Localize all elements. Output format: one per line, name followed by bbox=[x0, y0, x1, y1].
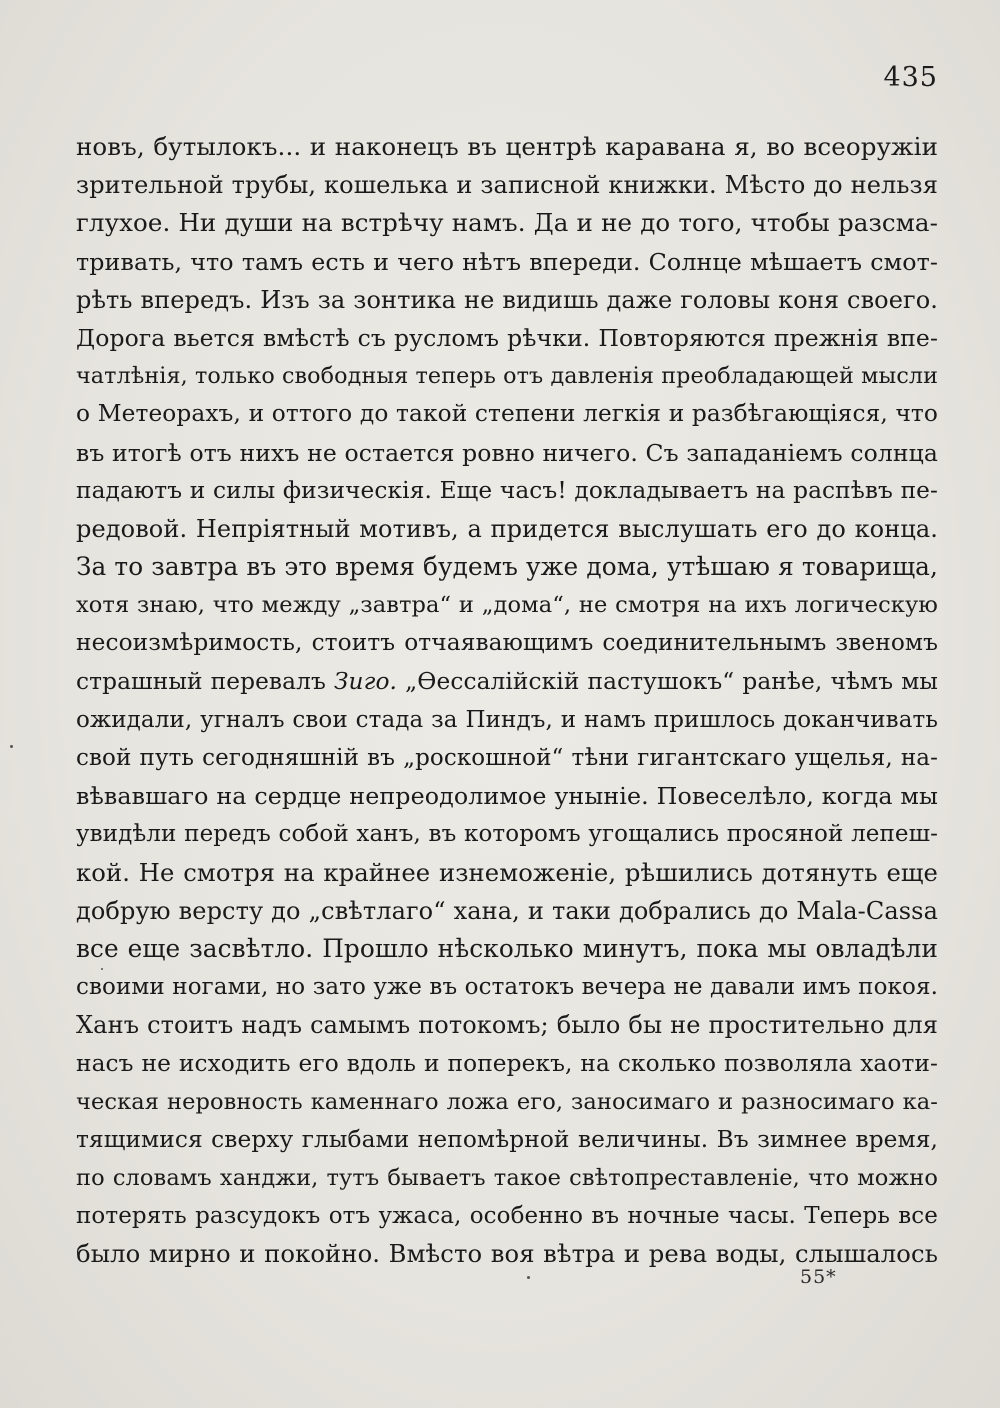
paper-speck bbox=[527, 1276, 530, 1279]
page-number: 435 bbox=[883, 62, 938, 93]
text-line: потерять разсудокъ отъ ужаса, особенно въ ночные часы. Теперь все bbox=[76, 1203, 938, 1230]
text-line: добрую версту до „свѣтлаго“ хана, и таки добрались до Mala-Cassa bbox=[76, 896, 938, 925]
text-line: редовой. Непріятный мотивъ, а придется выслушать его до конца. bbox=[76, 514, 938, 543]
paper-speck bbox=[101, 968, 103, 970]
text-line: въ итогѣ отъ нихъ не остается ровно ничего. Съ западаніемъ солнца bbox=[76, 438, 938, 467]
printer-signature-mark: 55* bbox=[800, 1266, 837, 1288]
text-line: чатлѣнія, только свободныя теперь отъ давленія преобладающей мысли bbox=[76, 363, 938, 390]
text-line: своими ногами, но зато уже въ остатокъ вечера не давали имъ покоя. bbox=[76, 974, 938, 1001]
text-line-with-italic bbox=[76, 663, 938, 701]
text-line: тящимися сверху глыбами непомѣрной величины. Въ зимнее время, bbox=[76, 1125, 938, 1153]
text-line: Ханъ стоитъ надъ самымъ потокомъ; было бы не простительно для bbox=[76, 1011, 938, 1040]
text-line: увидѣли передъ собой ханъ, въ которомъ угощались просяной лепеш- bbox=[76, 821, 938, 848]
text-line: За то завтра въ это время будемъ уже дома, утѣшаю я товарища, bbox=[76, 552, 938, 582]
text-line: ческая неровность каменнаго ложа его, заносимаго и разносимаго ка- bbox=[76, 1088, 938, 1115]
text-line: несоизмѣримость, стоитъ отчаявающимъ соединительнымъ звеномъ bbox=[76, 629, 938, 657]
text-line: рѣть впередъ. Изъ за зонтика не видишь даже головы коня своего. bbox=[76, 285, 938, 314]
body-text bbox=[76, 128, 938, 1274]
text-line: о Метеорахъ, и оттого до такой степени легкія и разбѣгающіяся, что bbox=[76, 400, 938, 428]
text-line: хотя знаю, что между „завтра“ и „дома“, не смотря на ихъ логическую bbox=[76, 592, 938, 619]
text-line: насъ не исходить его вдоль и поперекъ, на сколько позволяла хаоти- bbox=[76, 1049, 938, 1077]
text-segment: страшный перевалъ bbox=[76, 667, 334, 695]
text-line: по словамъ ханджи, тутъ бываетъ такое свѣтопреставленіе, что можно bbox=[76, 1165, 938, 1192]
text-line: вѣвавшаго на сердце непреодолимое уныніе. Повеселѣло, когда мы bbox=[76, 782, 938, 811]
text-line: было мирно и покойно. Вмѣсто воя вѣтра и рева воды, слышалось bbox=[76, 1239, 938, 1269]
italic-place-name: Зиго. bbox=[333, 667, 398, 695]
text-line: тривать, что тамъ есть и чего нѣтъ впереди. Солнце мѣшаетъ смот- bbox=[76, 247, 938, 276]
text-line: зрительной трубы, кошелька и записной книжки. Мѣсто до нельзя bbox=[76, 171, 938, 200]
paper-speck bbox=[10, 745, 13, 748]
text-line: новъ, бутылокъ... и наконецъ въ центрѣ каравана я, во всеоружіи bbox=[76, 132, 938, 161]
text-line: кой. Не смотря на крайнее изнеможеніе, рѣшились дотянуть еще bbox=[76, 857, 938, 887]
text-line: все еще засвѣтло. Прошло нѣсколько минутъ, пока мы овладѣли bbox=[76, 933, 938, 963]
text-line: ожидали, угналъ свои стада за Пиндъ, и намъ пришлось доканчивать bbox=[76, 706, 938, 733]
text-line: падаютъ и силы физическія. Еще часъ! докладываетъ на распѣвъ пе- bbox=[76, 476, 938, 504]
text-line: глухое. Ни души на встрѣчу намъ. Да и не до того, чтобы разсма- bbox=[76, 208, 938, 238]
text-line: свой путь сегодняшній въ „роскошной“ тѣни гигантскаго ущелья, на- bbox=[76, 745, 938, 771]
text-line: Дорога вьется вмѣстѣ съ русломъ рѣчки. Повторяются прежнія впе- bbox=[76, 323, 938, 352]
text-segment: „Ѳессалійскій пастушокъ“ ранѣе, чѣмъ мы bbox=[397, 667, 938, 695]
